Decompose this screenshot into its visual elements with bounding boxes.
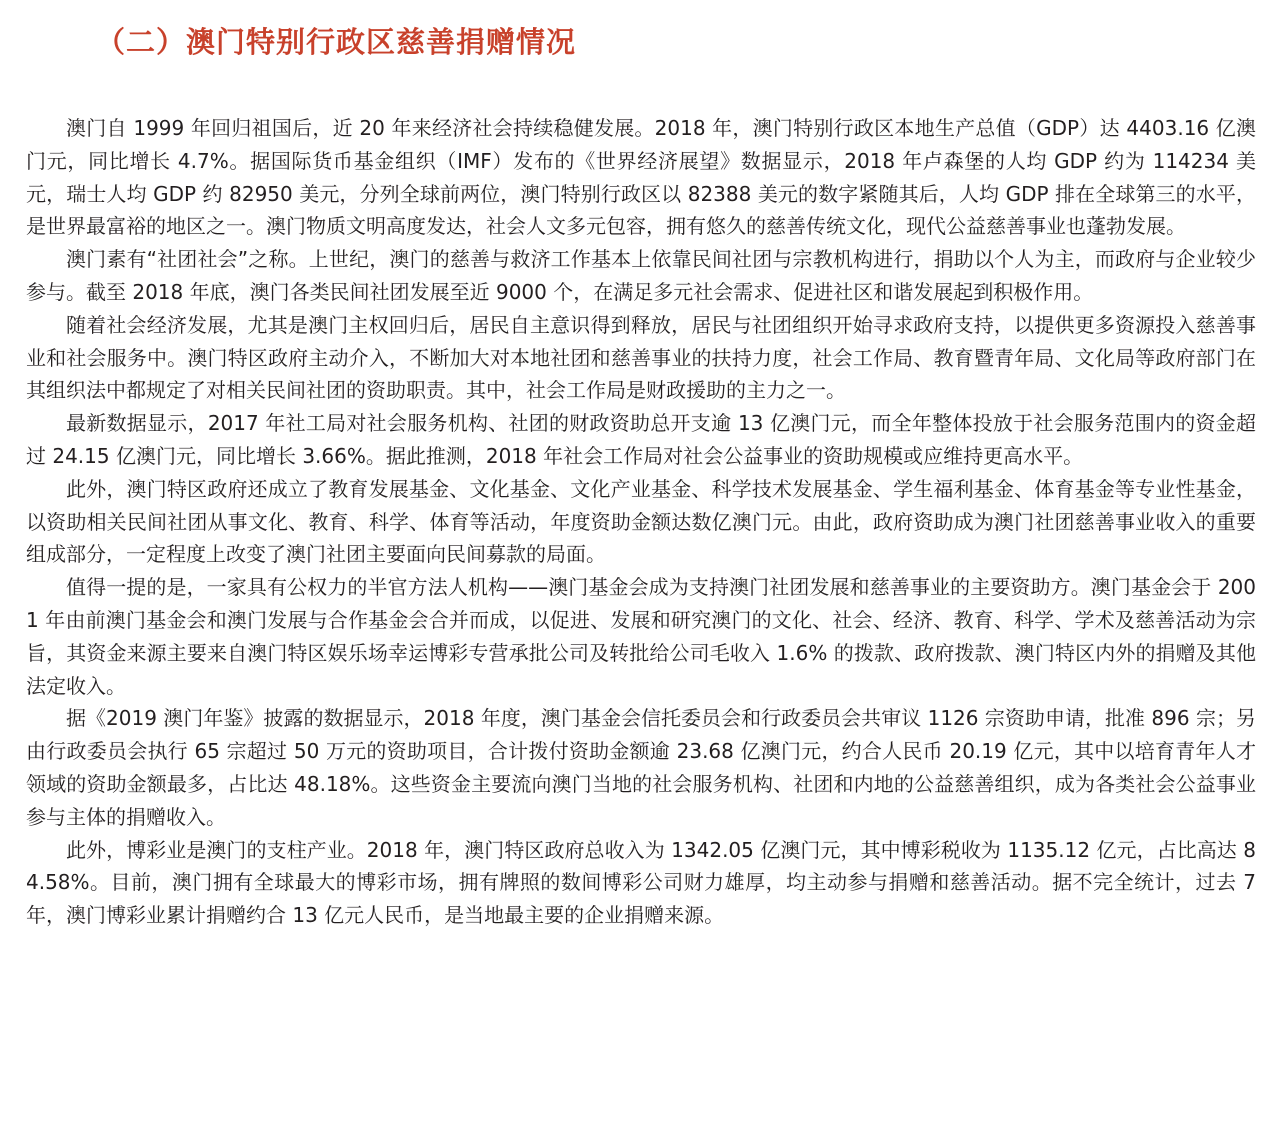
paragraph-yearbook-data: 据《2019 澳门年鉴》披露的数据显示，2018 年度，澳门基金会信托委员会和行政委员会共审议 1126 宗资助申请，批准 896 宗；另由行政委员会执行 65 宗超过 50 万元的资助项目，合计拨付资助金额逾 23.68 亿澳门元，约合人民币 20.19 亿元，其中以培育青年人才领域的资助金额最多，占比达 48.18%。这些资金主要流向澳门当地的社会服务机构、社团和内地的公益慈善组织，成为各类社会公益事业参与主体的捐赠收入。 [26,706,1256,829]
paragraph-social-welfare-funding: 最新数据显示，2017 年社工局对社会服务机构、社团的财政资助总开支逾 13 亿澳门元，而全年整体投放于社会服务范围内的资金超过 24.15 亿澳门元，同比增长 3.66%。据此推测，2018 年社会工作局对社会公益事业的资助规模或应维持更高水平。 [26,411,1256,468]
paragraph-gaming-industry: 此外，博彩业是澳门的支柱产业。2018 年，澳门特区政府总收入为 1342.05 亿澳门元，其中博彩税收为 1135.12 亿元，占比高达 84.58%。目前，澳门拥有全球最大的博彩市场，拥有牌照的数间博彩公司财力雄厚，均主动参与捐赠和慈善活动。据不完全统计，过去 7 年，澳门博彩业累计捐赠约合 13 亿元人民币，是当地最主要的企业捐赠来源。 [26,837,1256,928]
paragraph-association-society: 澳门素有“社团社会”之称。上世纪，澳门的慈善与救济工作基本上依靠民间社团与宗教机构进行，捐助以个人为主，而政府与企业较少参与。截至 2018 年底，澳门各类民间社团发展至近 9000 个，在满足多元社会需求、促进社区和谐发展起到积极作用。 [26,247,1256,304]
paragraph-macao-foundation: 值得一提的是，一家具有公权力的半官方法人机构——澳门基金会成为支持澳门社团发展和慈善事业的主要资助方。澳门基金会于 2001 年由前澳门基金会和澳门发展与合作基金会合并而成，以促进、发展和研究澳门的文化、社会、经济、教育、科学、学术及慈善活动为宗旨，其资金来源主要来自澳门特区娱乐场幸运博彩专营承批公司及转批给公司毛收入 1.6% 的拨款、政府拨款、澳门特区内外的捐赠及其他法定收入。 [26,575,1256,698]
paragraph-government-support: 随着社会经济发展，尤其是澳门主权回归后，居民自主意识得到释放，居民与社团组织开始寻求政府支持，以提供更多资源投入慈善事业和社会服务中。澳门特区政府主动介入，不断加大对本地社团和慈善事业的扶持力度，社会工作局、教育暨青年局、文化局等政府部门在其组织法中都规定了对相关民间社团的资助职责。其中，社会工作局是财政援助的主力之一。 [26,312,1256,403]
paragraph-specialized-funds: 此外，澳门特区政府还成立了教育发展基金、文化基金、文化产业基金、科学技术发展基金、学生福利基金、体育基金等专业性基金，以资助相关民间社团从事文化、教育、科学、体育等活动，年度资助金额达数亿澳门元。由此，政府资助成为澳门社团慈善事业收入的重要组成部分，一定程度上改变了澳门社团主要面向民间募款的局面。 [26,476,1256,567]
body-text [26,112,1256,932]
section-title: （二）澳门特别行政区慈善捐赠情况 [96,25,577,59]
paragraph-gdp-overview: 澳门自 1999 年回归祖国后，近 20 年来经济社会持续稳健发展。2018 年，澳门特别行政区本地生产总值（GDP）达 4403.16 亿澳门元，同比增长 4.7%。据国际货币基金组织（IMF）发布的《世界经济展望》数据显示，2018 年卢森堡的人均 GDP 约为 114234 美元，瑞士人均 GDP 约 82950 美元，分列全球前两位，澳门特别行政区以 82388 美元的数字紧随其后，人均 GDP 排在全球第三的水平，是世界最富裕的地区之一。澳门物质文明高度发达，社会人文多元包容，拥有悠久的慈善传统文化，现代公益慈善事业也蓬勃发展。 [26,116,1256,239]
